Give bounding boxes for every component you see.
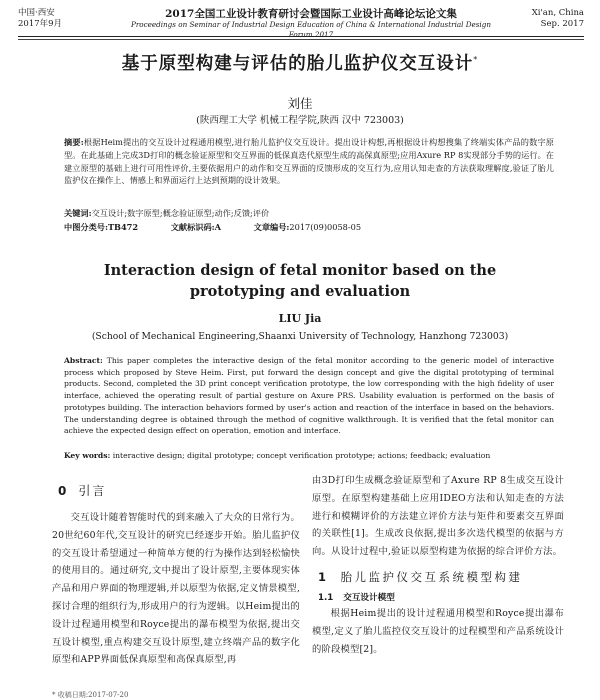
subsection-heading-1-1: 1.1 交互设计模型 xyxy=(318,592,395,603)
keywords-text-en: interactive design; digital prototype; concept verification prototype; actions; feedback; evaluation xyxy=(112,451,491,460)
paper-title-en: Interaction design of fetal monitor based on the prototyping and evaluation xyxy=(103,262,497,300)
intro-paragraph: 交互设计随着智能时代的到来融入了大众的日常行为。20世纪60年代,交互设计的研究已经逐步开始。胎儿监护仪的交互设计希望通过一种简单方便的行为操作达到轻松愉快的使用目的。通过研究,文中提出了设计原型,主要体现实体产品和用户界面的物理逻辑,并以原型为依据,定义情景模型,探讨合理的组织行为,形成用户的行为逻辑。以Heim提出的设计过程通用模型和Royce提出的瀑布模型为依据,提出交互设计模型,重点构建交互设计原型,建立终端产品的数字化原型和APP界面低保真原型和高保真原型,再 xyxy=(52,512,300,666)
header-proceedings-cn: 2017全国工业设计教育研讨会暨国际工业设计高峰论坛论文集 xyxy=(165,8,457,20)
abstract-label-en: Abstract: xyxy=(64,356,103,365)
header-rule-thin xyxy=(18,39,584,40)
abstract-label-cn: 摘要: xyxy=(64,137,84,147)
title-footnote-mark: * xyxy=(473,55,479,65)
keywords-label-cn: 关键词: xyxy=(64,208,92,218)
author-en: LIU Jia xyxy=(278,312,322,325)
header-right: Xi'an, China Sep. 2017 xyxy=(531,8,584,29)
abstract-cn xyxy=(64,136,554,187)
affiliation-cn: (陕西理工大学 机械工程学院,陕西 汉中 723003) xyxy=(196,115,404,126)
header-left: 中国·西安 2017年9月 xyxy=(18,8,63,29)
body-column-left xyxy=(52,472,300,669)
abstract-text-cn: 根据Heim提出的交互设计过程通用模型,进行胎儿监护仪交互设计。提出设计构想,再根据设计构想搜集了终端实体产品的数字原型。在此基础上完成3D打印的概念验证原型和交互界面的低保真迭代原型生成的高保真原型;应用Axure RP 8实现部分手势的运行。在建立原型的基础上进行可用性评价,主要依据用户的动作和交互界面的反馈形成的交互行为,应用认知走查的方法获取理解度,验证了胎儿监护仪在操作上、情感上和界面运行上达到预期的设计效果。 xyxy=(64,137,554,186)
keywords-cn xyxy=(64,208,554,219)
section-heading-0: 0 引言 xyxy=(58,484,107,498)
clc-number: 中图分类号:TB472 xyxy=(64,222,139,232)
article-number: 文章编号:2017(09)0058-05 xyxy=(253,222,362,232)
running-header xyxy=(18,6,584,39)
abstract-en xyxy=(64,355,554,437)
keywords-label-en: Key words: xyxy=(64,451,111,460)
section-heading-1: 1 胎儿监护仪交互系统模型构建 xyxy=(318,569,523,584)
abstract-text-en: This paper completes the interactive design of the fetal monitor according to the generic model of interactive process which proposed by Steve Heim. First, put forward the design concept and give the digital prototyping of terminal products. Second, completed the 3D print concept verification prototype, the low corresponding with the high fidelity of user interface, achieved the operating result of partial gesture on Axure PRS. Usability evaluation is performed on the basis of prototypes building. The interaction behaviors formed by user's action and reaction of the interface in based on the behaviors. The understanding degree is obtained through the method of cognitive walkthrough. It is verified that the fetal monitor can achieve the expected design effect on operation, emotion and interface. xyxy=(64,356,554,436)
keywords-en xyxy=(64,450,554,461)
classification-meta xyxy=(64,222,554,233)
received-date-footnote: * 收稿日期:2017-07-20 xyxy=(52,691,129,699)
document-code: 文献标识码:A xyxy=(170,222,222,232)
intro-paragraph-continued: 由3D打印生成概念验证原型和了Axure RP 8生成交互设计原型。在原型构建基础上应用IDEO方法和认知走查的方法进行和模糊评价的方法建立评价方法与矩件和要素交互界面的关联性[1]。生成改良依据,提出多次迭代模型的依据与方向。从设计过程中,验证以原型构建为依据的综合评价方法。 xyxy=(312,475,564,558)
affiliation-en: (School of Mechanical Engineering,Shaanxi University of Technology, Hanzhong 723003) xyxy=(91,331,509,342)
header-proceedings-en: Proceedings on Seminar of Industrial Design Education of China & International Industrial Design Forum 2017 xyxy=(131,20,491,39)
author-cn: 刘佳 xyxy=(287,96,313,111)
body-column-right xyxy=(312,472,564,658)
paper-title-cn: 基于原型构建与评估的胎儿监护仪交互设计* xyxy=(121,54,479,74)
section-1-paragraph: 根据Heim提出的设计过程通用模型和Royce提出瀑布模型,定义了胎儿监控仪交互设计的过程模型和产品系统设计的阶段模型[2]。 xyxy=(312,607,564,655)
header-rule xyxy=(18,36,584,37)
keywords-text-cn: 交互设计;数字原型;概念验证原型;动作;反馈;评价 xyxy=(91,208,270,218)
